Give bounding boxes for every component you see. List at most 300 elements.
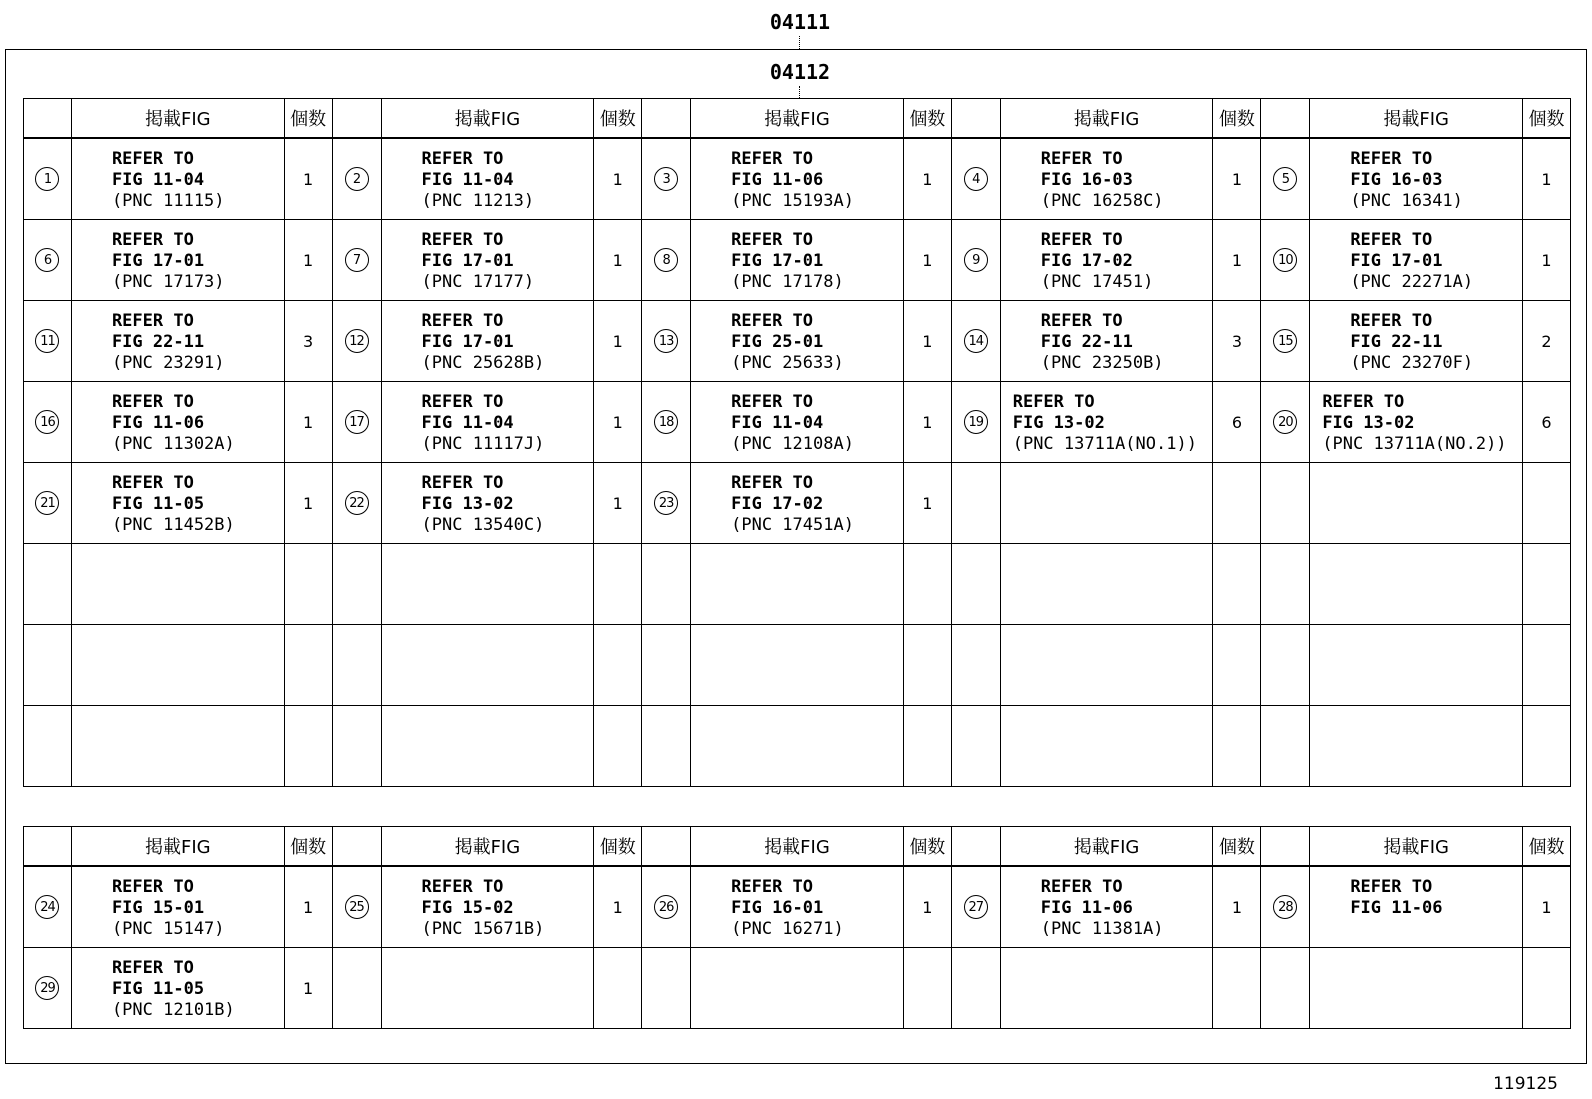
item-number-cell	[1261, 625, 1310, 706]
item-number-cell	[952, 625, 1001, 706]
item-fig-cell	[1310, 867, 1523, 948]
parent-part-label: 04111	[769, 10, 831, 34]
item-number-cell	[1261, 382, 1310, 463]
item-number-cell	[333, 544, 382, 625]
item-number-badge: 23	[654, 491, 678, 515]
item-qty-cell	[904, 301, 952, 382]
item-fig-cell	[1001, 867, 1214, 948]
fig-reference	[112, 149, 225, 212]
fig-number-text: FIG 11-06	[1350, 898, 1443, 918]
refer-to-text: REFER TO	[1040, 149, 1123, 169]
pnc-text: (PNC 11115)	[111, 191, 225, 211]
item-number-cell	[23, 139, 72, 220]
item-fig-cell	[1310, 382, 1523, 463]
item-number-badge: 7	[345, 248, 369, 272]
item-fig-cell	[1310, 301, 1523, 382]
item-number-cell	[333, 139, 382, 220]
refer-to-text: REFER TO	[1012, 392, 1095, 412]
quantity-value: 3	[1231, 331, 1242, 351]
quantity-value: 1	[303, 250, 314, 270]
header-qty-cell: 個数	[1523, 826, 1571, 867]
item-number-cell	[333, 625, 382, 706]
item-number-cell	[23, 463, 72, 544]
quantity-value: 1	[922, 412, 933, 432]
item-qty-cell	[1523, 706, 1571, 787]
item-qty-cell	[1523, 301, 1571, 382]
item-qty-cell	[1213, 463, 1261, 544]
item-qty-cell	[1213, 301, 1261, 382]
item-qty-cell	[285, 139, 333, 220]
item-qty-cell	[1213, 948, 1261, 1029]
pnc-text: (PNC 13540C)	[421, 515, 545, 535]
fig-number-text: FIG 17-01	[421, 332, 514, 352]
item-fig-cell	[1310, 220, 1523, 301]
item-number-badge: 27	[964, 895, 988, 919]
item-qty-cell	[1213, 382, 1261, 463]
quantity-value: 6	[1231, 412, 1242, 432]
item-fig-cell	[1310, 625, 1523, 706]
item-number-cell	[952, 301, 1001, 382]
item-number-cell	[23, 382, 72, 463]
item-fig-cell	[1001, 706, 1214, 787]
table-row	[23, 220, 1571, 301]
pnc-text: (PNC 23270F)	[1350, 353, 1474, 373]
item-number-cell	[642, 220, 691, 301]
item-qty-cell	[594, 867, 642, 948]
refer-to-text: REFER TO	[421, 877, 504, 897]
fig-number-text: FIG 11-04	[421, 413, 514, 433]
quantity-value: 1	[612, 250, 623, 270]
header-num-cell	[333, 98, 382, 139]
quantity-value: 1	[1541, 897, 1552, 917]
item-fig-cell	[1310, 544, 1523, 625]
refer-to-text: REFER TO	[111, 958, 194, 978]
item-number-badge: 29	[35, 976, 59, 1000]
item-number-wrap	[952, 301, 1000, 381]
header-num-cell	[642, 98, 691, 139]
fig-reference	[1350, 230, 1473, 293]
fig-number-text: FIG 11-05	[111, 979, 205, 999]
pnc-text: (PNC 16258C)	[1040, 191, 1164, 211]
header-qty-cell: 個数	[904, 826, 952, 867]
item-number-badge: 10	[1273, 248, 1297, 272]
table-row	[23, 139, 1571, 220]
item-number-wrap	[1261, 139, 1309, 219]
pnc-text: (PNC 23250B)	[1040, 353, 1164, 373]
item-number-cell	[1261, 139, 1310, 220]
refer-to-text: REFER TO	[1322, 392, 1405, 412]
item-number-cell	[642, 706, 691, 787]
quantity-value: 1	[922, 897, 933, 917]
header-fig-cell: 掲載FIG	[72, 98, 285, 139]
item-number-wrap	[952, 220, 1000, 300]
item-qty-cell	[285, 463, 333, 544]
pnc-text: (PNC 11452B)	[111, 515, 235, 535]
item-qty-cell	[1213, 139, 1261, 220]
item-qty-cell	[1213, 706, 1261, 787]
item-fig-cell	[1001, 139, 1214, 220]
header-qty-cell: 個数	[594, 98, 642, 139]
item-number-badge: 3	[654, 167, 678, 191]
item-number-wrap	[24, 463, 71, 543]
item-qty-cell	[1523, 867, 1571, 948]
item-fig-cell	[382, 139, 595, 220]
item-fig-cell	[72, 544, 285, 625]
item-number-badge: 25	[345, 895, 369, 919]
quantity-value: 1	[612, 897, 623, 917]
header-num-cell	[1261, 98, 1310, 139]
fig-number-text: FIG 11-06	[1040, 898, 1133, 918]
refer-to-text: REFER TO	[731, 392, 814, 412]
item-number-badge: 14	[964, 329, 988, 353]
item-number-wrap	[642, 463, 690, 543]
item-number-wrap	[642, 139, 690, 219]
fig-reference	[731, 149, 854, 212]
fig-reference	[1041, 230, 1154, 293]
item-number-badge: 28	[1273, 895, 1297, 919]
item-fig-cell	[691, 625, 904, 706]
pnc-text: (PNC 15193A)	[731, 191, 854, 211]
item-qty-cell	[904, 139, 952, 220]
item-fig-cell	[382, 301, 595, 382]
item-number-cell	[642, 463, 691, 544]
header-num-cell	[23, 98, 72, 139]
pnc-text: (PNC 11381A)	[1040, 919, 1164, 939]
item-fig-cell	[72, 948, 285, 1029]
item-qty-cell	[285, 625, 333, 706]
item-number-wrap	[952, 139, 1000, 219]
item-qty-cell	[1523, 948, 1571, 1029]
item-qty-cell	[285, 544, 333, 625]
pnc-text: (PNC 17178)	[731, 272, 844, 292]
item-fig-cell	[691, 463, 904, 544]
fig-number-text: FIG 16-03	[1350, 170, 1443, 190]
item-fig-cell	[1310, 139, 1523, 220]
item-number-badge: 20	[1273, 410, 1297, 434]
item-qty-cell	[594, 706, 642, 787]
item-number-cell	[333, 867, 382, 948]
item-fig-cell	[382, 867, 595, 948]
quantity-value: 3	[303, 331, 314, 351]
item-number-badge: 5	[1273, 167, 1297, 191]
quantity-value: 1	[922, 493, 933, 513]
item-number-wrap	[24, 948, 71, 1028]
quantity-value: 1	[612, 412, 623, 432]
item-fig-cell	[72, 463, 285, 544]
fig-reference	[112, 311, 225, 374]
refer-to-text: REFER TO	[1350, 149, 1433, 169]
header-num-cell	[952, 826, 1001, 867]
item-number-wrap	[333, 139, 381, 219]
fig-reference	[112, 230, 225, 293]
item-qty-cell	[1213, 625, 1261, 706]
header-num-cell	[952, 98, 1001, 139]
item-number-cell	[23, 867, 72, 948]
item-number-cell	[333, 301, 382, 382]
pnc-text: (PNC 11117J)	[421, 434, 545, 454]
fig-reference	[1041, 311, 1164, 374]
item-qty-cell	[285, 867, 333, 948]
item-number-wrap	[24, 139, 71, 219]
item-number-cell	[333, 948, 382, 1029]
item-fig-cell	[691, 706, 904, 787]
item-qty-cell	[594, 544, 642, 625]
header-fig-cell: 掲載FIG	[382, 826, 595, 867]
item-qty-cell	[594, 463, 642, 544]
item-fig-cell	[1001, 625, 1214, 706]
fig-reference	[422, 473, 545, 536]
fig-number-text: FIG 11-05	[111, 494, 205, 514]
item-number-cell	[23, 220, 72, 301]
pnc-text: (PNC 16271)	[731, 919, 844, 939]
header-fig-cell: 掲載FIG	[1001, 826, 1214, 867]
item-number-cell	[952, 867, 1001, 948]
table-row	[23, 382, 1571, 463]
fig-number-text: FIG 17-02	[731, 494, 824, 514]
item-fig-cell	[382, 706, 595, 787]
reference-table-top	[23, 98, 1571, 787]
item-number-wrap	[333, 220, 381, 300]
reference-table-bottom	[23, 826, 1571, 1029]
fig-reference	[731, 392, 854, 455]
item-number-cell	[23, 544, 72, 625]
pnc-text: (PNC 12101B)	[111, 1000, 235, 1020]
refer-to-text: REFER TO	[731, 311, 814, 331]
item-number-cell	[333, 463, 382, 544]
header-fig-cell: 掲載FIG	[1310, 826, 1523, 867]
item-fig-cell	[1001, 463, 1214, 544]
quantity-value: 1	[303, 897, 314, 917]
fig-reference	[1013, 392, 1197, 455]
item-number-cell	[952, 948, 1001, 1029]
quantity-value: 1	[922, 250, 933, 270]
refer-to-text: REFER TO	[111, 473, 194, 493]
item-number-cell	[952, 544, 1001, 625]
pnc-text: (PNC 12108A)	[731, 434, 854, 454]
item-number-badge: 4	[964, 167, 988, 191]
fig-number-text: FIG 11-04	[421, 170, 514, 190]
item-fig-cell	[72, 139, 285, 220]
item-number-cell	[1261, 220, 1310, 301]
header-fig-cell: 掲載FIG	[1310, 98, 1523, 139]
item-fig-cell	[691, 948, 904, 1029]
header-fig-cell: 掲載FIG	[691, 98, 904, 139]
item-fig-cell	[1001, 301, 1214, 382]
quantity-value: 1	[1231, 897, 1242, 917]
item-number-cell	[333, 382, 382, 463]
item-number-cell	[333, 706, 382, 787]
item-qty-cell	[1523, 463, 1571, 544]
item-number-badge: 26	[654, 895, 678, 919]
item-qty-cell	[594, 948, 642, 1029]
quantity-value: 6	[1541, 412, 1552, 432]
header-fig-cell: 掲載FIG	[72, 826, 285, 867]
fig-number-text: FIG 25-01	[731, 332, 824, 352]
header-num-cell	[23, 826, 72, 867]
item-number-badge: 12	[345, 329, 369, 353]
quantity-value: 1	[303, 978, 314, 998]
pnc-text: (PNC 11213)	[421, 191, 535, 211]
item-number-badge: 9	[964, 248, 988, 272]
item-qty-cell	[1213, 220, 1261, 301]
table-row	[23, 625, 1571, 706]
item-fig-cell	[1001, 220, 1214, 301]
item-number-cell	[1261, 706, 1310, 787]
fig-number-text: FIG 11-04	[111, 170, 205, 190]
item-fig-cell	[382, 382, 595, 463]
item-number-badge: 6	[35, 248, 59, 272]
item-qty-cell	[285, 706, 333, 787]
item-number-badge: 18	[654, 410, 678, 434]
item-fig-cell	[72, 706, 285, 787]
item-number-wrap	[333, 382, 381, 462]
item-number-cell	[642, 544, 691, 625]
fig-reference	[1041, 877, 1164, 940]
fig-number-text: FIG 11-04	[731, 413, 824, 433]
item-number-wrap	[333, 463, 381, 543]
item-number-wrap	[642, 382, 690, 462]
fig-reference	[112, 473, 235, 536]
item-number-wrap	[642, 220, 690, 300]
refer-to-text: REFER TO	[1350, 877, 1433, 897]
refer-to-text: REFER TO	[421, 392, 504, 412]
pnc-text: (PNC 13711A(NO.1))	[1012, 434, 1197, 454]
item-fig-cell	[1001, 544, 1214, 625]
header-num-cell	[1261, 826, 1310, 867]
fig-number-text: FIG 17-01	[421, 251, 514, 271]
quantity-value: 1	[612, 169, 623, 189]
refer-to-text: REFER TO	[1350, 311, 1433, 331]
refer-to-text: REFER TO	[111, 149, 194, 169]
refer-to-text: REFER TO	[111, 392, 194, 412]
item-number-cell	[1261, 463, 1310, 544]
table-row	[23, 867, 1571, 948]
item-qty-cell	[1523, 544, 1571, 625]
item-qty-cell	[1213, 544, 1261, 625]
refer-to-text: REFER TO	[731, 149, 814, 169]
item-qty-cell	[904, 382, 952, 463]
item-number-wrap	[642, 301, 690, 381]
refer-to-text: REFER TO	[1040, 311, 1123, 331]
quantity-value: 1	[612, 331, 623, 351]
item-fig-cell	[1310, 948, 1523, 1029]
item-qty-cell	[594, 220, 642, 301]
fig-reference	[422, 149, 535, 212]
header-qty-cell: 個数	[594, 826, 642, 867]
item-number-badge: 19	[964, 410, 988, 434]
item-number-wrap	[24, 867, 71, 947]
fig-number-text: FIG 15-02	[421, 898, 514, 918]
item-fig-cell	[691, 867, 904, 948]
fig-reference	[731, 311, 844, 374]
item-fig-cell	[1001, 948, 1214, 1029]
item-qty-cell	[1213, 867, 1261, 948]
item-number-cell	[642, 625, 691, 706]
item-number-cell	[23, 706, 72, 787]
item-number-cell	[1261, 301, 1310, 382]
item-number-badge: 21	[35, 491, 59, 515]
item-qty-cell	[285, 301, 333, 382]
pnc-text: (PNC 13711A(NO.2))	[1322, 434, 1507, 454]
refer-to-text: REFER TO	[111, 311, 194, 331]
table-row	[23, 706, 1571, 787]
item-fig-cell	[382, 463, 595, 544]
item-fig-cell	[72, 867, 285, 948]
fig-number-text: FIG 17-02	[1040, 251, 1133, 271]
item-qty-cell	[594, 301, 642, 382]
item-qty-cell	[904, 625, 952, 706]
item-qty-cell	[904, 544, 952, 625]
item-number-cell	[642, 301, 691, 382]
refer-to-text: REFER TO	[421, 473, 504, 493]
header-qty-cell: 個数	[285, 826, 333, 867]
item-number-cell	[642, 139, 691, 220]
item-fig-cell	[382, 220, 595, 301]
pnc-text: (PNC 15147)	[111, 919, 225, 939]
fig-number-text: FIG 13-02	[1012, 413, 1105, 433]
fig-number-text: FIG 17-01	[111, 251, 205, 271]
fig-number-text: FIG 13-02	[1322, 413, 1415, 433]
item-fig-cell	[72, 382, 285, 463]
item-qty-cell	[594, 382, 642, 463]
fig-number-text: FIG 16-03	[1040, 170, 1133, 190]
pnc-text: (PNC 17173)	[111, 272, 225, 292]
item-number-cell	[642, 948, 691, 1029]
item-number-wrap	[24, 301, 71, 381]
fig-reference	[731, 877, 844, 940]
fig-number-text: FIG 13-02	[421, 494, 514, 514]
fig-reference	[1041, 149, 1164, 212]
item-fig-cell	[382, 544, 595, 625]
fig-reference	[112, 958, 235, 1021]
item-number-wrap	[642, 867, 690, 947]
header-qty-cell: 個数	[904, 98, 952, 139]
fig-reference	[112, 392, 235, 455]
fig-number-text: FIG 15-01	[111, 898, 205, 918]
quantity-value: 1	[303, 493, 314, 513]
item-fig-cell	[691, 220, 904, 301]
item-number-cell	[23, 625, 72, 706]
item-number-badge: 16	[35, 410, 59, 434]
item-fig-cell	[382, 625, 595, 706]
item-number-wrap	[1261, 301, 1309, 381]
item-number-wrap	[1261, 382, 1309, 462]
fig-number-text: FIG 11-06	[731, 170, 824, 190]
quantity-value: 2	[1541, 331, 1552, 351]
fig-number-text: FIG 22-11	[1040, 332, 1133, 352]
fig-reference	[422, 877, 545, 940]
header-fig-cell: 掲載FIG	[1001, 98, 1214, 139]
item-fig-cell	[382, 948, 595, 1029]
fig-reference	[422, 392, 545, 455]
item-fig-cell	[72, 625, 285, 706]
item-qty-cell	[285, 948, 333, 1029]
item-number-cell	[952, 382, 1001, 463]
pnc-text: (PNC 17451)	[1040, 272, 1154, 292]
item-qty-cell	[1523, 220, 1571, 301]
table-row	[23, 544, 1571, 625]
refer-to-text: REFER TO	[421, 149, 504, 169]
item-number-badge: 2	[345, 167, 369, 191]
fig-reference	[1322, 392, 1506, 455]
item-number-cell	[23, 948, 72, 1029]
refer-to-text: REFER TO	[1040, 230, 1123, 250]
item-fig-cell	[1310, 463, 1523, 544]
item-number-wrap	[952, 867, 1000, 947]
item-fig-cell	[1001, 382, 1214, 463]
pnc-text: (PNC 23291)	[111, 353, 225, 373]
item-number-badge: 15	[1273, 329, 1297, 353]
